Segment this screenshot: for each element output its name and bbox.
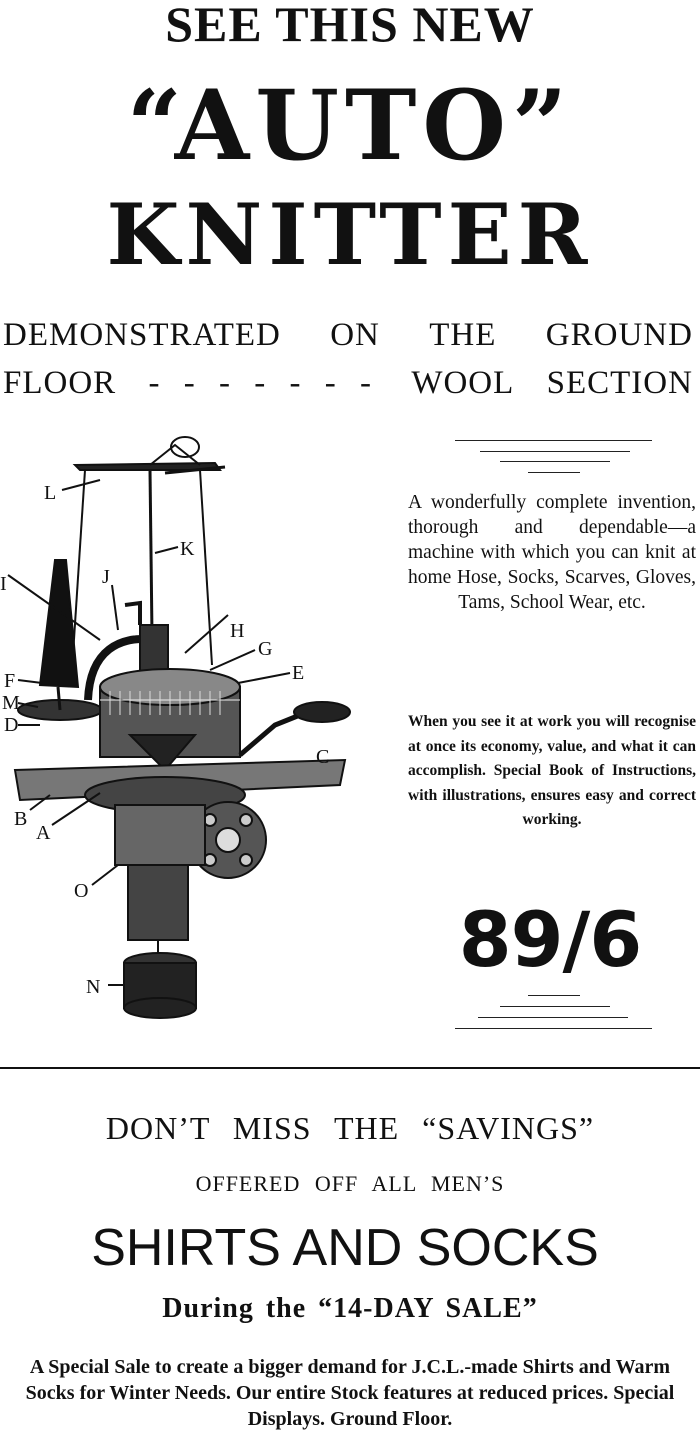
label-o: O (74, 880, 89, 902)
label-f: F (4, 670, 16, 692)
demonstrated-word: DEMONSTRATED (3, 316, 281, 353)
floor-line (3, 363, 693, 403)
demonstrated-line (3, 315, 693, 355)
special-sale-text: A Special Sale to create a bigger demand for J.C.L.-made Shirts and Warm Socks for Winter Needs. Our entire Stock features at reduced prices. Special Displays. Ground Floor. (25, 1356, 675, 1430)
headline-knitter: KNITTER (106, 185, 594, 284)
dont-miss-headline: DON’T MISS THE “SAVINGS” (105, 1110, 595, 1146)
the-word: THE (429, 316, 497, 353)
section-divider (0, 1067, 700, 1069)
shirts-and-socks-headline: SHIRTS AND SOCKS (91, 1219, 599, 1277)
label-i: I (0, 573, 7, 595)
description-paragraph-2: When you see it at work you will recognise at once its economy, value, and what it can accomplish. Special Book of Instructions, with illustrations, ensures easy and correct working. (408, 713, 696, 828)
on-word: ON (330, 316, 380, 353)
price: 89/6 (458, 895, 642, 984)
dashes: - - - - - - - (148, 364, 379, 401)
label-c: C (316, 746, 330, 768)
headline-auto: “AUTO” (126, 69, 574, 182)
knitting-machine-illustration (0, 425, 400, 1045)
floor-word: FLOOR (3, 364, 117, 401)
label-d: D (4, 714, 19, 736)
label-m: M (2, 692, 20, 714)
label-g: G (258, 638, 273, 660)
wool-word: WOOL (411, 364, 515, 401)
label-j: J (102, 566, 110, 588)
label-l: L (44, 482, 57, 504)
headline-see-this-new: SEE THIS NEW (165, 0, 535, 52)
label-a: A (36, 822, 51, 844)
label-h: H (230, 620, 245, 642)
label-b: B (14, 808, 28, 830)
offered-line: OFFERED OFF ALL MEN’S (195, 1171, 505, 1196)
label-n: N (86, 976, 101, 998)
during-sale-line: During the “14-DAY SALE” (162, 1293, 538, 1324)
label-k: K (180, 538, 195, 560)
ground-word: GROUND (545, 316, 693, 353)
label-e: E (292, 662, 305, 684)
section-word: SECTION (546, 364, 693, 401)
description-paragraph-1: A wonderfully complete invention, thorough and dependable—a machine with which you can knit at home Hose, Socks, Scarves, Gloves, Tams, School Wear, etc. (408, 492, 696, 613)
